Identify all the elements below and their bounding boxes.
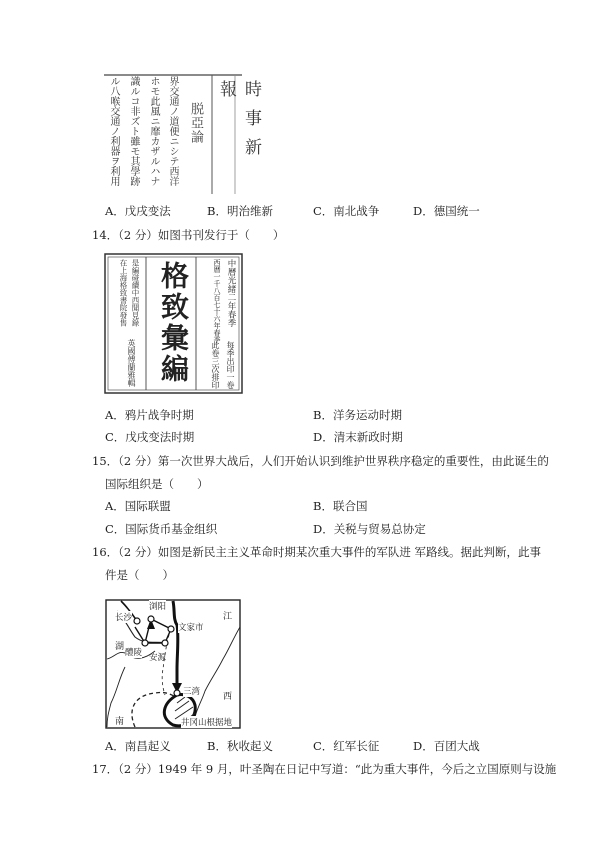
map-label-liling: 醴陵 (125, 648, 143, 658)
book-title: 格致彙編 (157, 261, 190, 385)
q16-option-b[interactable]: B．秋收起义 (207, 739, 273, 753)
q13-option-b[interactable]: B．明治维新 (207, 204, 273, 218)
q15-option-d[interactable]: D．关税与贸易总协定 (313, 522, 426, 536)
book-editor: 英國傅蘭雅輯 (127, 339, 136, 387)
newspaper-title: 時事新報 (216, 80, 261, 167)
q14-stem: 14．（2 分）如图书刊发行于（ ） (92, 228, 285, 242)
q13-option-c[interactable]: C．南北战争 (313, 204, 380, 218)
q16-option-d[interactable]: D．百团大战 (413, 739, 480, 753)
q16-stem-line-2: 件是（ ） (105, 568, 174, 582)
q14-option-c[interactable]: C．戊戌变法时期 (105, 430, 195, 444)
q14-option-d[interactable]: D．清末新政时期 (313, 430, 403, 444)
book-issue-note-1: 每季出印一卷 (226, 341, 235, 389)
map-region-hu: 湖 (115, 642, 125, 652)
book-date-chinese: 中曆光緒二年春季 (226, 259, 236, 327)
q15-option-b[interactable]: B．联合国 (313, 499, 368, 513)
q13-option-a[interactable]: A．戊戌变法 (105, 204, 171, 218)
q16-route-map-figure (105, 599, 241, 729)
book-left-text-2: 在上海格致書院發售 (119, 259, 128, 327)
map-region-xi: 西 (223, 692, 233, 702)
map-label-jinggangshan: 井冈山根据地 (181, 718, 233, 728)
q14-book-cover-figure (104, 253, 244, 395)
q16-option-a[interactable]: A．南昌起义 (105, 739, 171, 753)
map-label-sanwan: 三湾 (183, 687, 201, 697)
q15-stem-line-1: 15．（2 分）第一次世界大战后，人们开始认识到维护世界秩序稳定的重要性，由此诞生的 (92, 454, 549, 468)
q14-option-a[interactable]: A．鸦片战争时期 (105, 408, 194, 422)
map-label-wenjiashi: 文家市 (178, 623, 204, 633)
q13-option-d[interactable]: D．德国统一 (413, 204, 480, 218)
q14-option-b[interactable]: B．洋务运动时期 (313, 408, 402, 422)
map-label-changsha: 长沙 (115, 613, 133, 623)
newspaper-column-2: ホモ此風ニ靡カザルハナ (148, 76, 159, 186)
q15-option-a[interactable]: A．国际联盟 (105, 499, 171, 513)
map-label-liuyang: 浏阳 (149, 602, 167, 612)
newspaper-column-4: ル八喉交通ノ利器ヲ利用 (108, 76, 119, 186)
book-date-western: 西曆一千八百七十六年春季 (213, 259, 221, 343)
q15-option-c[interactable]: C．国际货币基金组织 (105, 522, 218, 536)
map-label-anyuan: 安源 (149, 653, 167, 663)
newspaper-column-3: 識ルコ非ズト雖モ其學跡 (128, 76, 139, 186)
book-issue-note-2: 此卷三次排印 (211, 341, 220, 389)
map-region-jiang: 江 (223, 612, 233, 622)
q13-newspaper-figure (104, 74, 261, 194)
newspaper-column-1: 界交通ノ道便ニシテ西洋 (167, 76, 178, 186)
q15-stem-line-2: 国际组织是（ ） (105, 477, 209, 491)
q16-option-c[interactable]: C．红军长征 (313, 739, 380, 753)
book-left-text-1: 是編碰續中西聞見錄 (131, 259, 140, 327)
newspaper-headline: 脱亞論 (188, 102, 203, 144)
q16-stem-line-1: 16．（2 分）如图是新民主主义革命时期某次重大事件的军队进 军路线。据此判断，此事 (92, 545, 542, 559)
map-region-nan: 南 (115, 717, 125, 727)
q17-stem-line-1: 17．（2 分）1949 年 9 月，叶圣陶在日记中写道：“此为重大事件，今后之立国原则与设施 (92, 762, 557, 776)
